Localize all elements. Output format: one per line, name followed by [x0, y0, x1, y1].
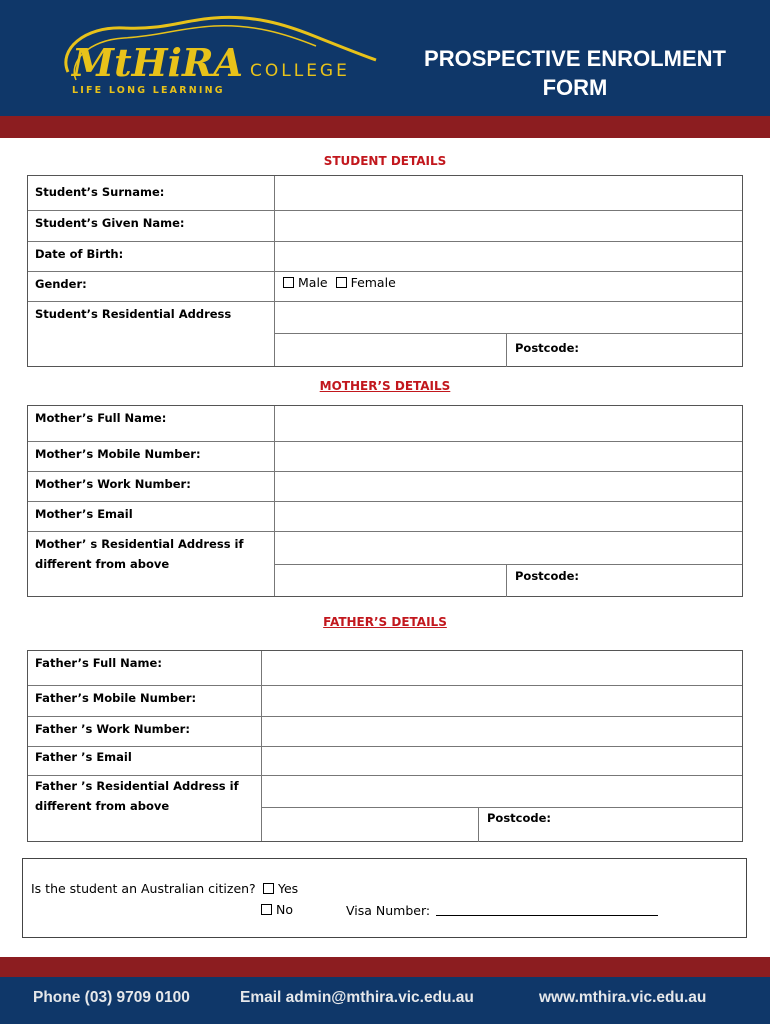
student-gender-label: Gender: — [28, 272, 275, 301]
footer-website[interactable]: www.mthira.vic.edu.au — [539, 989, 707, 1006]
row-mother-work — [28, 471, 742, 501]
male-checkbox[interactable] — [283, 277, 294, 288]
row-mother-address — [28, 531, 742, 596]
form-title-line2: FORM — [542, 75, 608, 100]
father-name-label: Father’s Full Name: — [28, 651, 262, 685]
footer-stripe — [0, 957, 770, 977]
father-work-field[interactable] — [262, 717, 742, 746]
student-dob-label: Date of Birth: — [28, 242, 275, 271]
row-father-address — [28, 775, 742, 841]
mother-mobile-field[interactable] — [275, 442, 742, 471]
mother-details-table — [27, 405, 743, 597]
citizen-question: Is the student an Australian citizen? — [31, 881, 256, 896]
student-surname-field[interactable] — [275, 176, 742, 210]
mother-name-field[interactable] — [275, 406, 742, 441]
student-address-label: Student’s Residential Address — [28, 302, 275, 366]
no-label: No — [276, 902, 293, 917]
citizenship-box — [22, 858, 747, 938]
row-student-gender — [28, 271, 742, 301]
student-surname-label: Student’s Surname: — [28, 176, 275, 210]
row-father-name — [28, 651, 742, 685]
row-student-given — [28, 210, 742, 241]
row-mother-mobile — [28, 441, 742, 471]
mother-email-label: Mother’s Email — [28, 502, 275, 531]
father-details-heading: FATHER’S DETAILS — [323, 615, 447, 629]
father-address-field[interactable] — [262, 776, 742, 807]
mother-mobile-label: Mother’s Mobile Number: — [28, 442, 275, 471]
father-work-label: Father ’s Work Number: — [28, 717, 262, 746]
mother-address-label-line2: different from above — [35, 557, 170, 571]
logo-wordmark: MtHiRA — [72, 40, 244, 85]
row-father-email — [28, 746, 742, 775]
father-mobile-field[interactable] — [262, 686, 742, 716]
form-title — [400, 44, 750, 102]
father-address-label-line2: different from above — [35, 799, 170, 813]
mother-work-label: Mother’s Work Number: — [28, 472, 275, 501]
mother-work-field[interactable] — [275, 472, 742, 501]
father-email-field[interactable] — [262, 747, 742, 775]
no-option — [261, 902, 293, 917]
mother-details-heading: MOTHER’S DETAILS — [319, 379, 451, 393]
yes-option — [263, 881, 298, 896]
mother-postcode-label: Postcode: — [515, 569, 580, 583]
student-given-label: Student’s Given Name: — [28, 211, 275, 241]
row-student-dob — [28, 241, 742, 271]
postcode-divider — [478, 807, 479, 842]
postcode-divider — [506, 564, 507, 597]
mother-address-label — [28, 532, 275, 596]
female-checkbox[interactable] — [336, 277, 347, 288]
mother-address-field[interactable] — [275, 532, 742, 564]
female-label: Female — [350, 275, 396, 290]
student-address-field[interactable] — [275, 302, 742, 333]
logo-college: COLLEGE — [250, 61, 350, 81]
father-details-table — [27, 650, 743, 842]
row-student-surname — [28, 176, 742, 210]
form-title-line1: PROSPECTIVE ENROLMENT — [424, 46, 726, 71]
row-mother-email — [28, 501, 742, 531]
mother-name-label: Mother’s Full Name: — [28, 406, 275, 441]
student-details-heading: STUDENT DETAILS — [323, 154, 447, 168]
student-given-field[interactable] — [275, 211, 742, 241]
logo-tagline: LIFE LONG LEARNING — [72, 85, 225, 96]
father-address-label — [28, 776, 262, 841]
student-dob-field[interactable] — [275, 242, 742, 271]
footer-email[interactable]: Email admin@mthira.vic.edu.au — [240, 989, 474, 1006]
father-mobile-label: Father’s Mobile Number: — [28, 686, 262, 716]
row-father-work — [28, 716, 742, 746]
yes-checkbox[interactable] — [263, 883, 274, 894]
address-divider — [262, 807, 742, 808]
visa-number-field[interactable] — [436, 915, 658, 916]
postcode-divider — [506, 333, 507, 367]
male-label: Male — [298, 275, 328, 290]
father-address-label-line1: Father ’s Residential Address if — [35, 779, 239, 793]
footer-phone: Phone (03) 9709 0100 — [33, 989, 190, 1006]
visa-label: Visa Number: — [346, 903, 431, 918]
college-logo — [54, 10, 394, 106]
yes-label: Yes — [278, 881, 299, 896]
no-checkbox[interactable] — [261, 904, 272, 915]
row-father-mobile — [28, 685, 742, 716]
address-divider — [275, 333, 742, 334]
student-details-table — [27, 175, 743, 367]
row-mother-name — [28, 406, 742, 441]
father-email-label: Father ’s Email — [28, 747, 262, 775]
father-name-field[interactable] — [262, 651, 742, 685]
father-postcode-label: Postcode: — [487, 811, 552, 825]
student-postcode-label: Postcode: — [515, 341, 580, 355]
gender-options — [283, 272, 733, 301]
mother-email-field[interactable] — [275, 502, 742, 531]
row-student-address — [28, 301, 742, 366]
mother-address-label-line1: Mother’ s Residential Address if — [35, 537, 244, 551]
address-divider — [275, 564, 742, 565]
header-stripe — [0, 116, 770, 138]
